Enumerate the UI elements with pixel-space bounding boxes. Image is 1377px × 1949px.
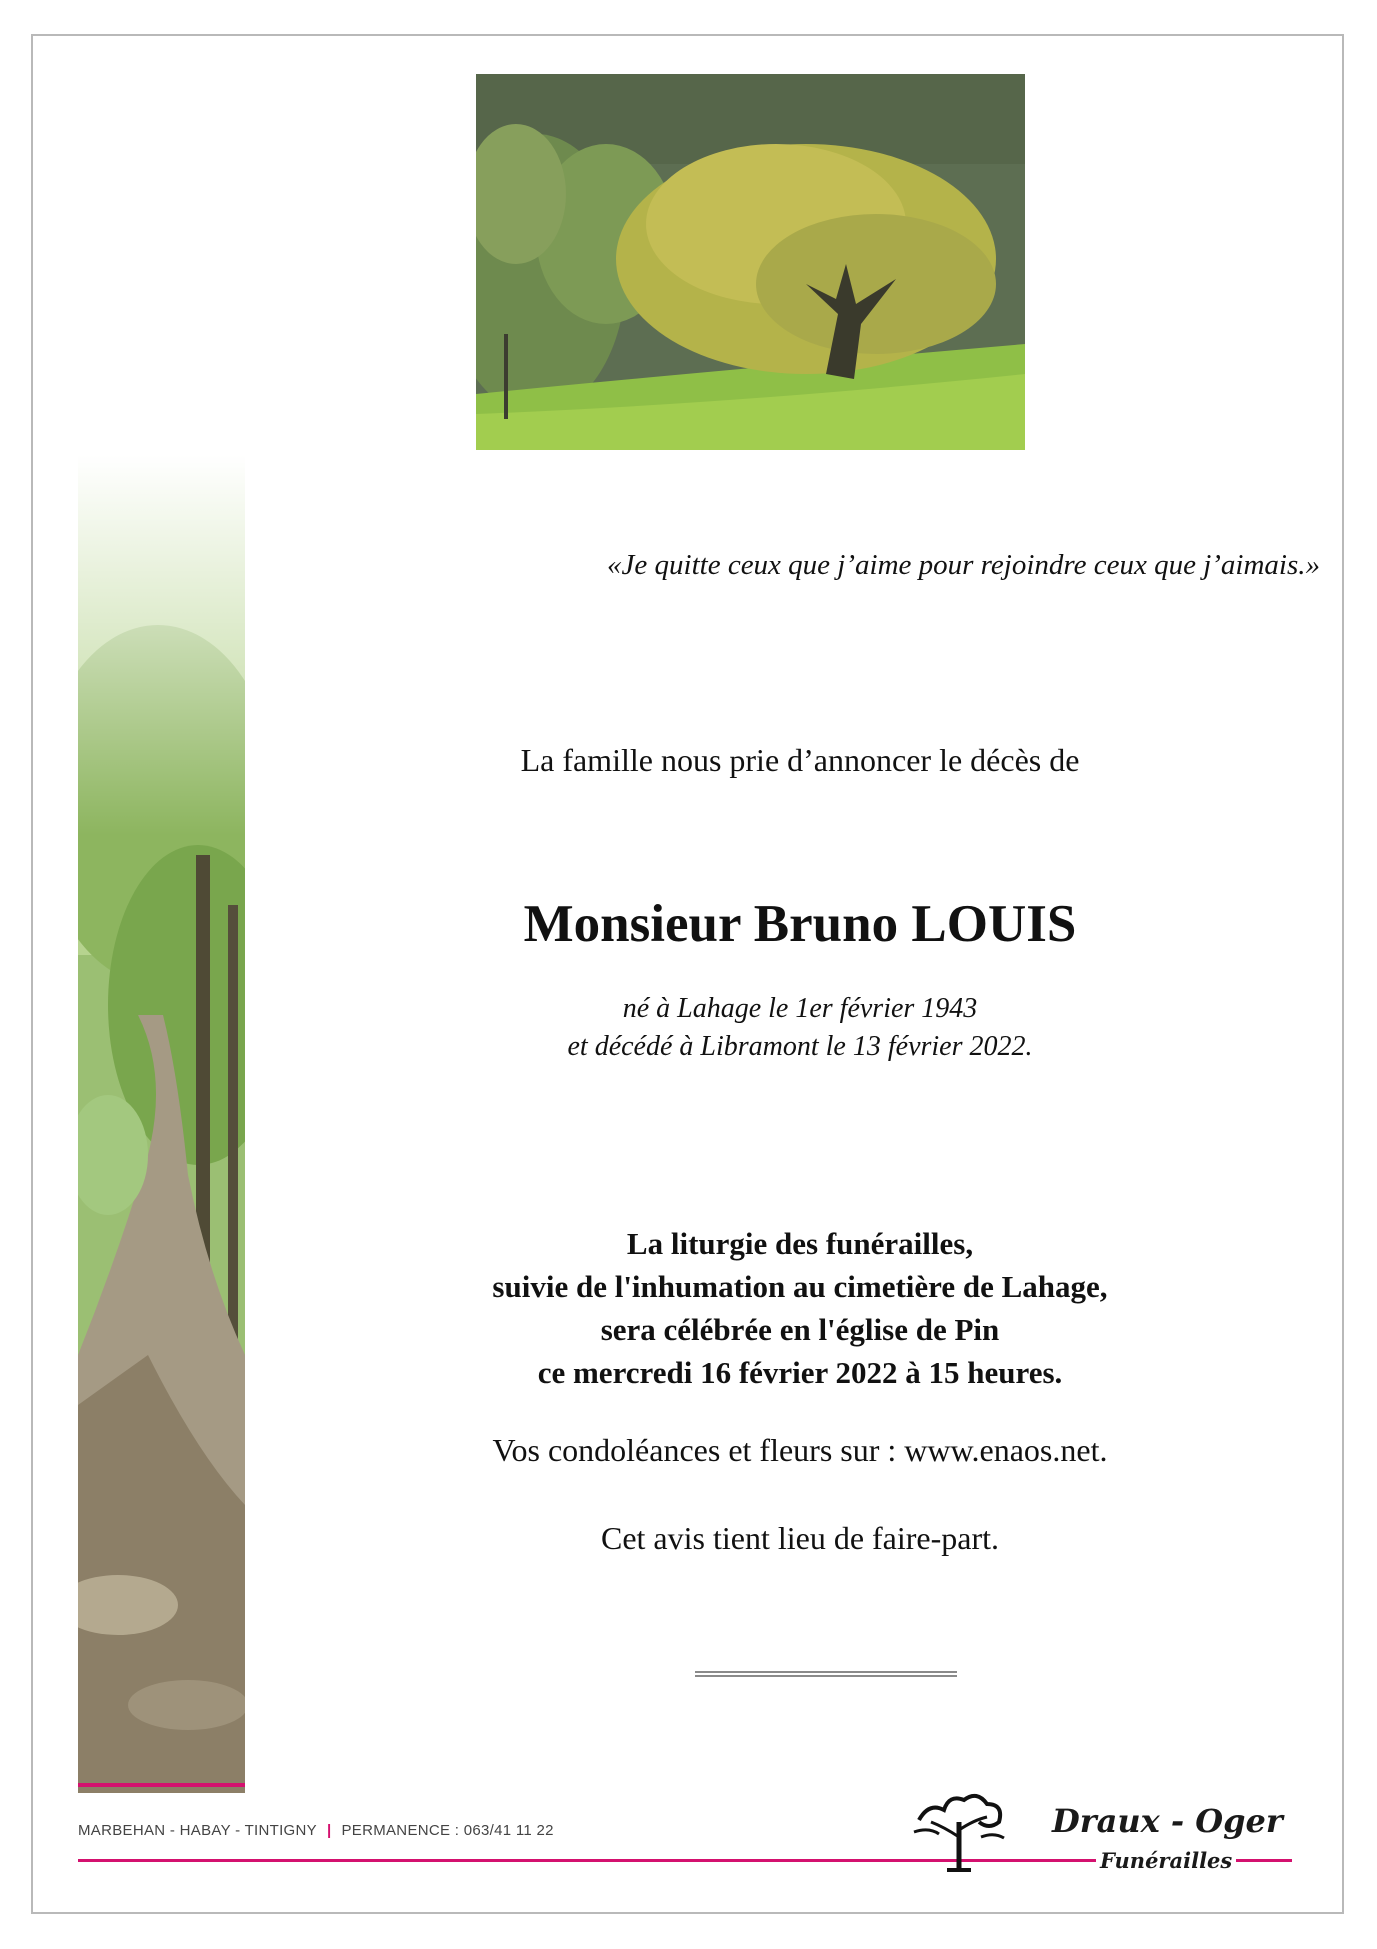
- footer-permanence: PERMANENCE : 063/41 11 22: [341, 1822, 554, 1839]
- brand-name: Draux - Oger: [1052, 1802, 1283, 1840]
- footer-contact: [78, 1822, 554, 1839]
- oak-tree-photo: [476, 74, 1025, 450]
- condolences-text: Vos condoléances et fleurs sur : www.enaos.net.: [492, 1432, 1108, 1468]
- footer-separator: |: [326, 1822, 332, 1839]
- divider: [695, 1671, 957, 1677]
- liturgy-line: ce mercredi 16 février 2022 à 15 heures.: [537, 1355, 1063, 1390]
- liturgy-line: suivie de l'inhumation au cimetière de Lahage,: [492, 1269, 1108, 1304]
- funeral-details: [300, 1222, 1300, 1394]
- accent-line-left: [78, 1783, 245, 1787]
- footer-locations: MARBEHAN - HABAY - TINTIGNY: [78, 1822, 317, 1839]
- death-line: et décédé à Libramont le 13 février 2022.: [567, 1031, 1033, 1062]
- liturgy-line: La liturgie des funérailles,: [626, 1226, 974, 1261]
- brand-subtitle: Funérailles: [1096, 1848, 1236, 1873]
- epitaph-quote: «Je quitte ceux que j’aime pour rejoindre ceux que j’aimais.»: [607, 549, 1320, 581]
- liturgy-line: sera célébrée en l'église de Pin: [600, 1312, 1000, 1347]
- forest-path-photo: [78, 455, 245, 1793]
- notice-text: Cet avis tient lieu de faire-part.: [600, 1520, 1000, 1556]
- tree-logo-icon: [909, 1782, 1009, 1872]
- birth-death-dates: [300, 990, 1300, 1066]
- birth-line: né à Lahage le 1er février 1943: [622, 993, 978, 1024]
- announcement-intro: La famille nous prie d’annoncer le décès de: [520, 742, 1080, 778]
- deceased-name: Monsieur Bruno LOUIS: [523, 895, 1077, 953]
